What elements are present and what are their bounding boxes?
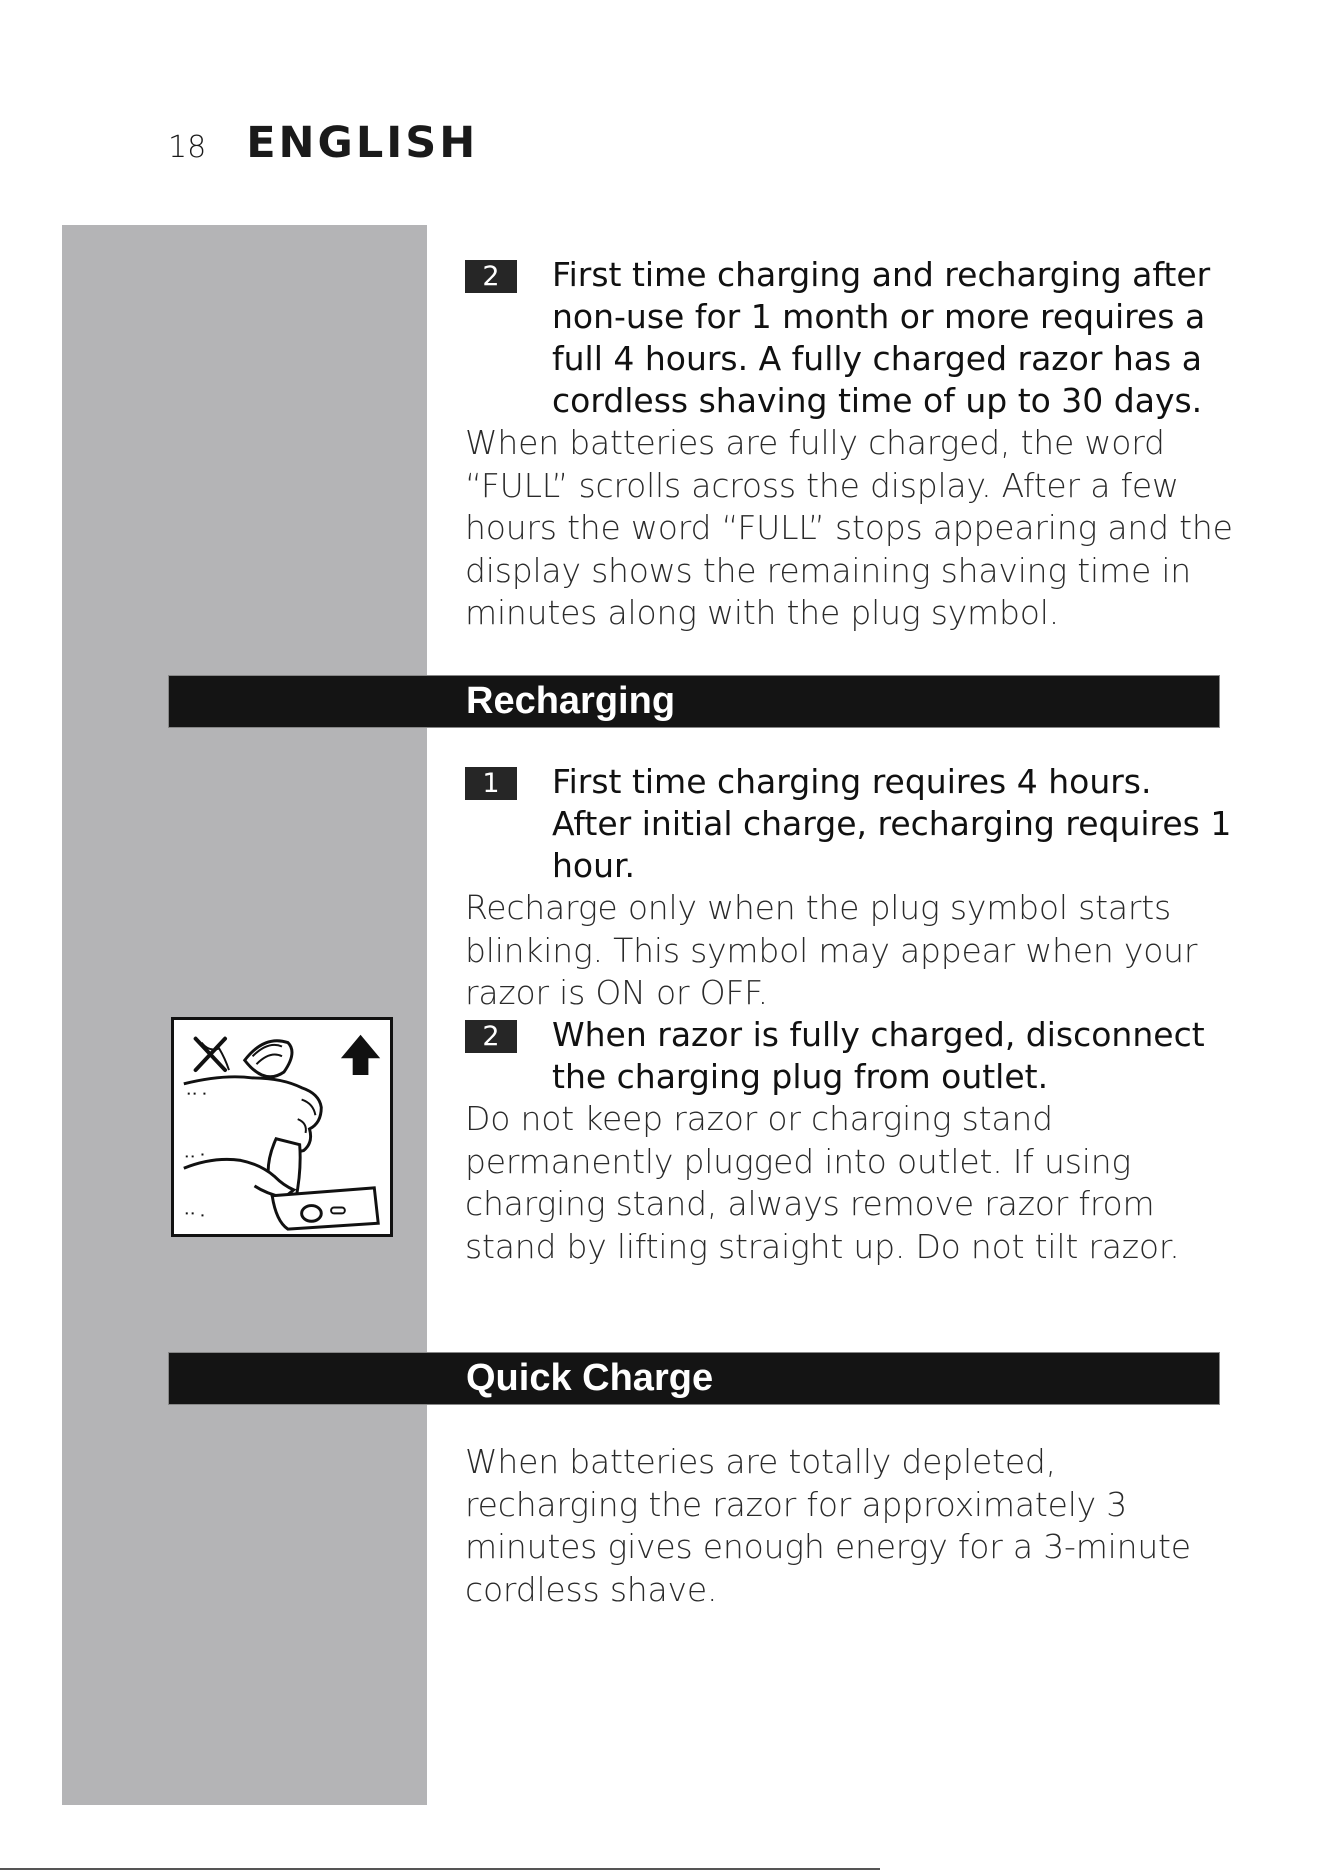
- recharging-step-2-heading-row: [465, 1014, 1235, 1098]
- intro-step-heading: First time charging and recharging after non-use for 1 month or more requires a full 4 hours. A fully charged razor has a cordless shaving time of up to 30 days.: [552, 255, 1211, 420]
- quick-charge-content: [465, 1441, 1235, 1611]
- recharging-section-bar: [168, 675, 1220, 728]
- recharging-step-1-body: Recharge only when the plug symbol starts blinking. This symbol may appear when your razor is ON or OFF.: [465, 888, 1198, 1012]
- step-number-badge: 2: [465, 1020, 517, 1053]
- recharging-step-2-body: Do not keep razor or charging stand permanently plugged into outlet. If using charging stand, always remove razor from stand by lifting straight up. Do not tilt razor.: [465, 1099, 1180, 1266]
- intro-step-heading-row: [465, 254, 1235, 422]
- step-number-badge: 1: [465, 767, 517, 800]
- recharging-step-1-heading: First time charging requires 4 hours. After initial charge, recharging requires 1 hour.: [552, 762, 1232, 885]
- language-title: ENGLISH: [246, 118, 479, 168]
- page-number: 18: [168, 130, 207, 165]
- step-number-badge: 2: [465, 260, 517, 293]
- quick-charge-title: Quick Charge: [466, 1357, 714, 1399]
- page-header: [168, 118, 478, 168]
- quick-charge-section-bar: [168, 1352, 1220, 1405]
- intro-step-body: When batteries are fully charged, the word “FULL” scrolls across the display. After a few hours the word “FULL” stops appearing and the display shows the remaining shaving time in minutes along with the plug symbol.: [465, 423, 1233, 632]
- bottom-rule: [0, 1868, 880, 1870]
- razor-unplug-illustration: [171, 1017, 393, 1237]
- quick-charge-body: When batteries are totally depleted, recharging the razor for approximately 3 minutes gives enough energy for a 3-minute cordless shave.: [465, 1442, 1191, 1609]
- recharging-step-2: [465, 1014, 1235, 1268]
- recharging-step-2-heading: When razor is fully charged, disconnect the charging plug from outlet.: [552, 1015, 1205, 1096]
- razor-unplug-icon: [174, 1020, 390, 1234]
- recharging-step-1: [465, 761, 1235, 1015]
- intro-step: [465, 254, 1235, 635]
- gray-sidebar: [62, 225, 427, 1805]
- recharging-step-1-heading-row: [465, 761, 1235, 887]
- recharging-title: Recharging: [466, 680, 676, 722]
